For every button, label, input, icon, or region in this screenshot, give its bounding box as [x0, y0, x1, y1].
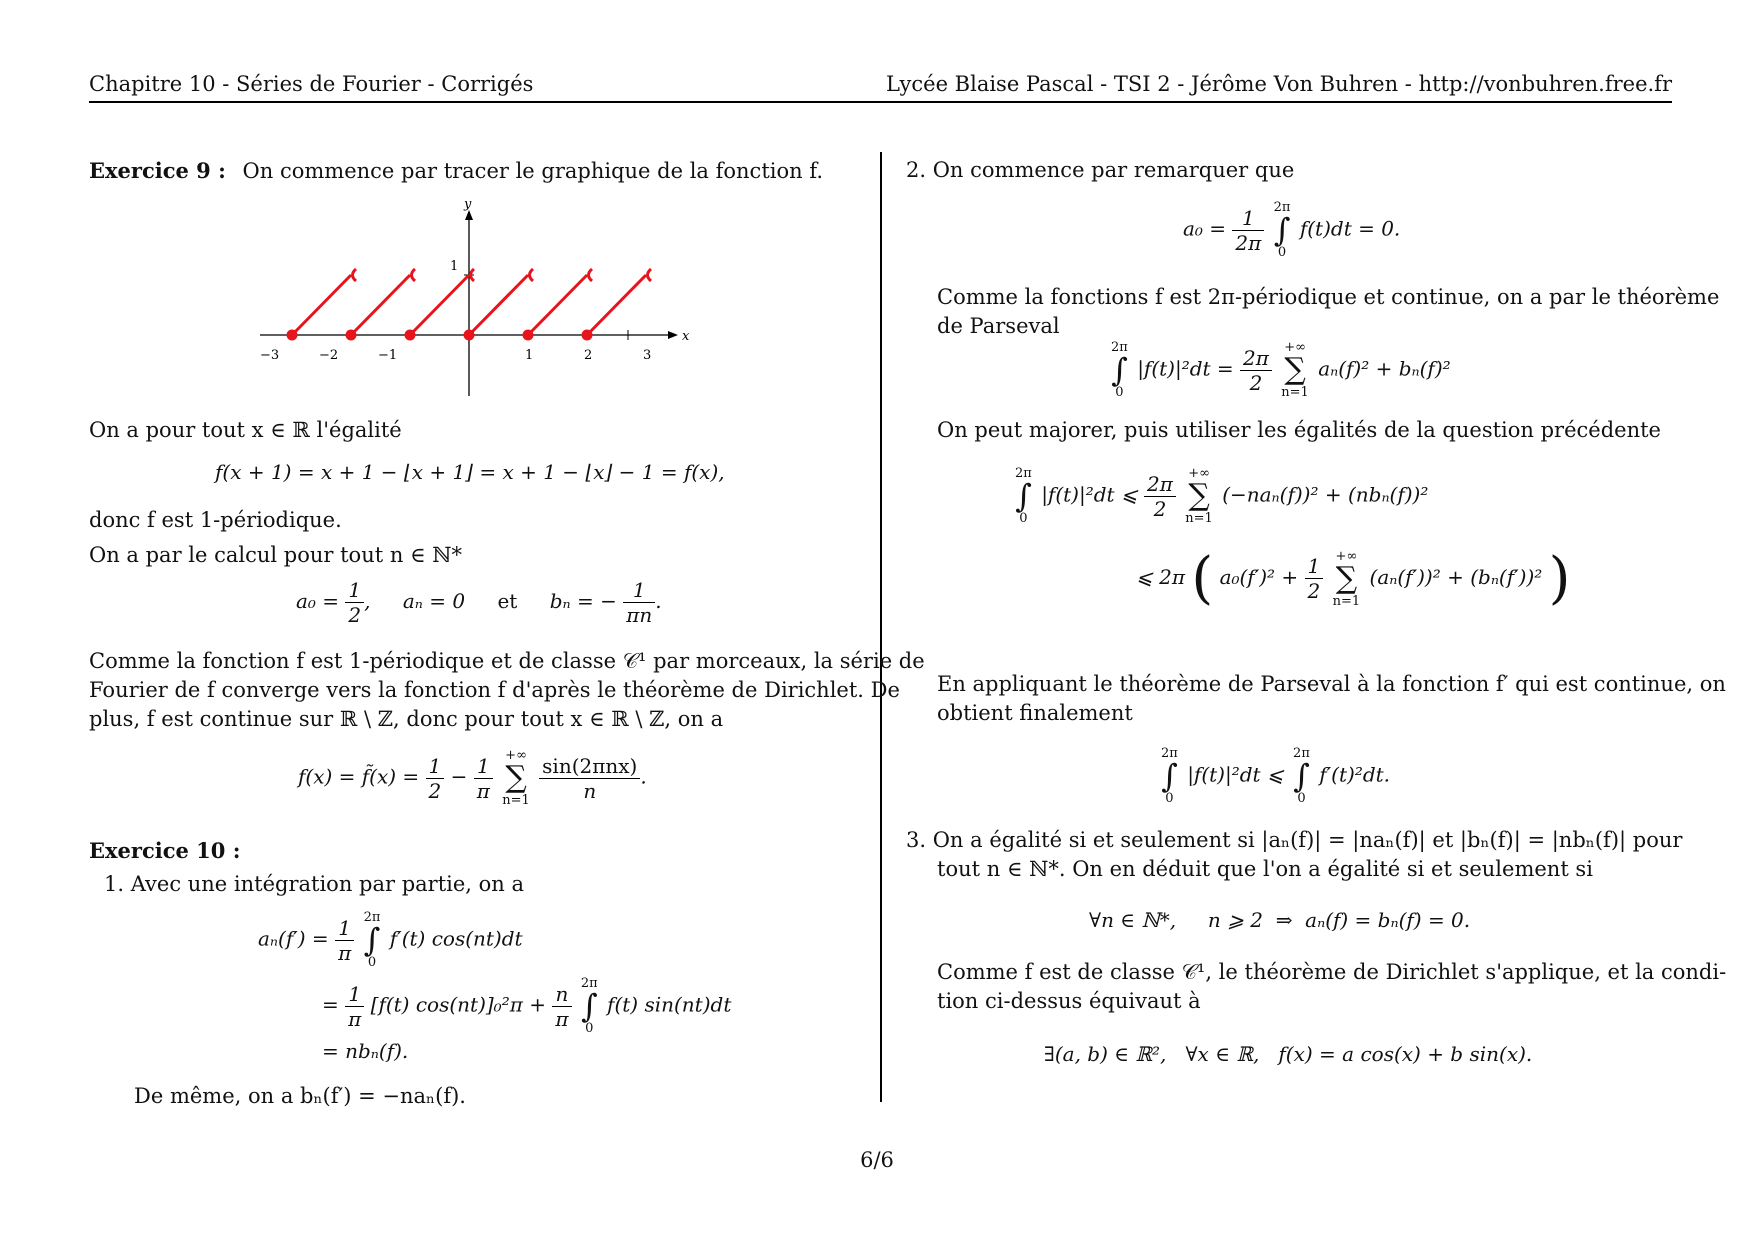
eq4-l1-int-bot: 0: [367, 955, 377, 970]
closed-point-m3: [288, 331, 296, 339]
eq4-l2-den: π: [348, 1006, 362, 1031]
eq10: ∃(a, b) ∈ ℝ², ∀x ∈ ℝ, f(x) = a cos(x) + b sin(x).: [1044, 1042, 1533, 1066]
eq7-l1: [1012, 466, 1428, 526]
eq7-l2-num: 1: [1305, 554, 1324, 579]
eq4-l2-int-top: 2π: [580, 976, 598, 991]
p9-l1: Comme f est de classe 𝒞¹, le théorème de Dirichlet s'applique, et la condi-: [937, 960, 1727, 984]
header-left: Chapitre 10 - Séries de Fourier - Corrigés: [89, 72, 534, 96]
eq6-lhs: |f(t)|²dt =: [1137, 356, 1234, 381]
open-end-m2: [353, 269, 357, 281]
eq7-l2-sum-top: +∞: [1335, 548, 1358, 564]
eq6-rhs: aₙ(f)² + bₙ(f)²: [1318, 356, 1451, 381]
paren-close-icon: ): [1548, 546, 1571, 611]
eq3-lhs: f(x) = f̃(x) =: [298, 764, 420, 789]
eq2-a0-den: 2: [348, 603, 362, 627]
eq5-num: 1: [1232, 206, 1264, 231]
p4-l2: Fourier de f converge vers la fonction f d'après le théorème de Dirichlet. De: [89, 678, 900, 702]
eq5-den: 2π: [1235, 230, 1262, 255]
eq3-half-num: 1: [426, 754, 445, 779]
eq4-l2-b: f(t) sin(nt)dt: [607, 992, 732, 1017]
closed-point-1: [524, 331, 532, 339]
p3: On a par le calcul pour tout n ∈ ℕ*: [89, 543, 462, 567]
x-tick-label-m3: −3: [260, 348, 280, 363]
ex9-title: Exercice 9 :: [89, 158, 226, 183]
integral-icon: ∫: [1161, 757, 1178, 795]
header-rule: [89, 101, 1672, 103]
ex10-title: Exercice 10 :: [89, 838, 241, 863]
integral-icon: ∫: [1015, 477, 1032, 515]
eq5-rhs: f(t)dt = 0.: [1299, 216, 1401, 241]
integral-icon: ∫: [1293, 757, 1310, 795]
eq4-l1-den: π: [338, 940, 352, 965]
segment-2: [587, 275, 646, 335]
sum-icon: ∑: [505, 760, 527, 795]
eq8: [1158, 746, 1390, 806]
x-tick-label-3: 3: [643, 348, 652, 363]
eq2-a0: a₀ =: [296, 589, 340, 613]
x-axis-arrow-icon: [668, 331, 678, 339]
eq4-l3: = nbₙ(f).: [322, 1039, 409, 1063]
eq8-a: |f(t)|²dt ⩽: [1187, 762, 1284, 787]
p5: De même, on a bₙ(f′) = −naₙ(f).: [134, 1084, 466, 1108]
eq6-num: 2π: [1240, 346, 1272, 371]
ex9-line: [89, 156, 823, 186]
item1: 1. Avec une intégration par partie, on a: [104, 872, 524, 896]
eq7-l1-lhs: |f(t)|²dt ⩽: [1041, 482, 1138, 507]
ex9-intro: On commence par tracer le graphique de la fonction f.: [242, 159, 824, 183]
eq4-l1-lhs: aₙ(f′) =: [258, 926, 329, 951]
x-tick-label-m2: −2: [319, 348, 339, 363]
eq7-l1-sum-bot: n=1: [1185, 511, 1213, 526]
x-axis-label: x: [682, 329, 690, 344]
y-tick-label: 1: [450, 259, 459, 274]
eq6-int-top: 2π: [1111, 340, 1128, 355]
eq7-l1-den: 2: [1153, 496, 1167, 521]
item3-l1: 3. On a égalité si et seulement si |aₙ(f)| = |naₙ(f)| et |bₙ(f)| = |nbₙ(f)| pour: [906, 828, 1683, 852]
eq4-l2-a: [f(t) cos(nt)]₀²π +: [370, 992, 546, 1017]
closed-point-0: [465, 331, 473, 339]
eq6-sum-top: +∞: [1284, 340, 1306, 355]
eq7-l2-a: a₀(f′)² +: [1219, 565, 1299, 589]
segment-m3: [292, 275, 351, 335]
closed-point-m2: [347, 331, 355, 339]
header-right: Lycée Blaise Pascal - TSI 2 - Jérôme Von Buhren - http://vonbuhren.free.fr: [885, 72, 1672, 96]
eq3-sum-bot: n=1: [502, 793, 530, 808]
eq3-frac-den: n: [583, 778, 597, 803]
eq6-sum-bot: n=1: [1281, 385, 1309, 400]
eq8-int1-top: 2π: [1161, 746, 1178, 761]
segment-1: [528, 275, 587, 335]
open-end-2: [589, 269, 593, 281]
sum-icon: ∑: [1188, 478, 1210, 513]
column-divider: [880, 152, 882, 1102]
eq4-l1-rhs: f′(t) cos(nt)dt: [389, 926, 523, 951]
eq5-lhs: a₀ =: [1183, 216, 1227, 241]
paren-open-icon: (: [1191, 546, 1214, 611]
eq8-int2-bot: 0: [1297, 791, 1306, 806]
segment-m2: [351, 275, 410, 335]
p9-l2: tion ci-dessus équivaut à: [937, 989, 1201, 1013]
eq7-int-top: 2π: [1015, 466, 1032, 481]
closed-point-2: [583, 331, 591, 339]
eq4-l2-n-num: n: [552, 982, 571, 1007]
eq5-int-bot: 0: [1277, 245, 1287, 260]
eq2-an: aₙ = 0: [402, 589, 466, 613]
open-end-3: [648, 269, 652, 281]
eq7-l2-den: 2: [1307, 579, 1321, 603]
eq8-b: f′(t)²dt.: [1319, 762, 1391, 787]
eq3-frac-num: sin(2πnx): [539, 754, 640, 779]
p1: On a pour tout x ∈ ℝ l'égalité: [89, 418, 402, 442]
integral-icon: ∫: [1111, 351, 1128, 389]
eq2-bn-num: 1: [623, 578, 655, 603]
eq2-a0-num: 1: [345, 578, 364, 603]
p4-l3: plus, f est continue sur ℝ \ ℤ, donc pour tout x ∈ ℝ \ ℤ, on a: [89, 707, 724, 731]
eq6-den: 2: [1249, 370, 1263, 395]
eq3: f(x) = f̃(x) = $\frac{1}{2}$ − $\frac{1}{\pi}$ +∞ ∑ n=1 $\frac{\text{sin(2πnx)}}{n}$ .: [298, 748, 647, 808]
eq7-l2-sum-bot: n=1: [1332, 593, 1361, 609]
p4-l1: Comme la fonction f est 1-périodique et de classe 𝒞¹ par morceaux, la série de: [89, 649, 925, 673]
eq3-pi-den: π: [476, 778, 490, 803]
eq2: a₀ = $\frac{1}{2}$ , aₙ = 0 et bₙ = − $\frac{1}{\pi n}$ .: [296, 578, 662, 627]
integral-icon: ∫: [1273, 211, 1291, 249]
eq4-l2: = $\frac{1}{\pi}$ [f(t) cos(nt)]₀²π + $\frac{n}{\pi}$ 2π ∫ 0 f(t) sin(nt)dt: [322, 976, 732, 1036]
eq4-l1: [258, 910, 523, 970]
open-end-m1: [412, 269, 416, 281]
y-axis-label: y: [464, 197, 472, 212]
eq2-bn-den: πn: [626, 603, 653, 627]
eq6: [1108, 340, 1451, 400]
segment-0: [469, 275, 528, 335]
p6-l2: de Parseval: [937, 314, 1060, 338]
eq2-bn: bₙ = −: [549, 589, 617, 613]
integral-icon: ∫: [363, 921, 381, 959]
eq9: ∀n ∈ ℕ*, n ⩾ 2 ⇒ aₙ(f) = bₙ(f) = 0.: [1089, 908, 1471, 932]
eq7-l1-rhs: (−naₙ(f))² + (nbₙ(f))²: [1222, 482, 1429, 507]
function-graph: [250, 196, 700, 396]
eq3-half-den: 2: [428, 778, 442, 803]
x-tick-label-1: 1: [525, 348, 534, 363]
sum-icon: ∑: [1335, 560, 1358, 596]
x-tick-label-m1: −1: [378, 348, 398, 363]
eq7-int-bot: 0: [1019, 511, 1028, 526]
eq8-int1-bot: 0: [1165, 791, 1174, 806]
open-end-1: [530, 269, 534, 281]
p2: donc f est 1-périodique.: [89, 508, 342, 532]
eq7-l1-sum-top: +∞: [1188, 466, 1210, 481]
eq3-pi-num: 1: [474, 754, 493, 779]
p8-l2: obtient finalement: [937, 701, 1133, 725]
eq4-l1-num: 1: [335, 916, 354, 941]
eq3-sum-top: +∞: [505, 748, 527, 763]
eq7-l1-num: 2π: [1144, 472, 1176, 497]
item2: 2. On commence par remarquer que: [906, 158, 1295, 182]
page-number: 6/6: [860, 1148, 894, 1172]
p8-l1: En appliquant le théorème de Parseval à la fonction f′ qui est continue, on: [937, 672, 1726, 696]
eq4-l2-num: 1: [345, 982, 364, 1007]
p7: On peut majorer, puis utiliser les égalités de la question précédente: [937, 418, 1661, 442]
sum-icon: ∑: [1284, 352, 1306, 387]
eq4-l1-int-top: 2π: [363, 910, 381, 925]
eq1: f(x + 1) = x + 1 − ⌊x + 1⌋ = x + 1 − ⌊x⌋ − 1 = f(x),: [215, 460, 725, 484]
eq4-l2-n-den: π: [555, 1006, 569, 1031]
eq8-int2-top: 2π: [1293, 746, 1310, 761]
eq6-int-bot: 0: [1115, 385, 1124, 400]
eq5: [1183, 200, 1400, 260]
p6-l1: Comme la fonctions f est 2π-périodique et continue, on a par le théorème: [937, 285, 1720, 309]
eq2-et: et: [497, 589, 518, 613]
item3-l2: tout n ∈ ℕ*. On en déduit que l'on a égalité si et seulement si: [937, 857, 1593, 881]
closed-point-m1: [406, 331, 414, 339]
segment-m1: [410, 275, 469, 335]
eq7-l2-lhs: ⩽ 2π: [1136, 565, 1185, 589]
eq5-int-top: 2π: [1273, 200, 1291, 215]
eq4-l2-int-bot: 0: [585, 1021, 594, 1036]
integral-icon: ∫: [580, 987, 598, 1025]
eq7-l2: [1136, 546, 1571, 611]
eq7-l2-b: (aₙ(f′))² + (bₙ(f′))²: [1369, 565, 1543, 589]
x-tick-label-2: 2: [584, 348, 593, 363]
